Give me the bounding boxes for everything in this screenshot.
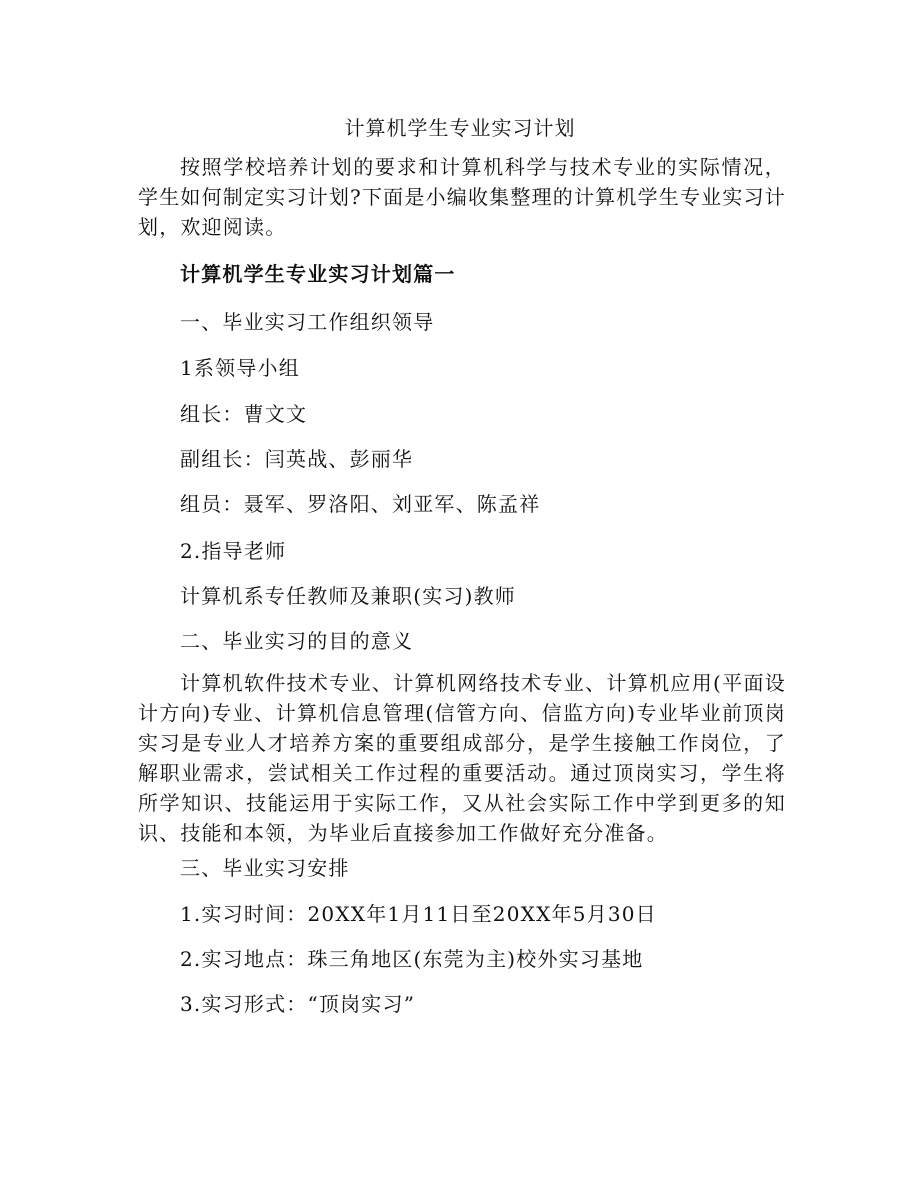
advisor-heading: 2.指导老师 [180,539,287,563]
form-line: 3.实习形式：“顶岗实习” [180,992,416,1016]
leader-line: 组长：曹文文 [180,402,308,426]
vice-leaders-line: 副组长：闫英战、彭丽华 [180,447,414,471]
leader-group-heading: 1系领导小组 [180,356,300,380]
part2-heading: 二、毕业实习的目的意义 [180,629,414,653]
location-line: 2.实习地点：珠三角地区(东莞为主)校外实习基地 [180,947,644,971]
part3-heading: 三、毕业实习安排 [180,856,350,880]
intro-paragraph: 按照学校培养计划的要求和计算机科学与技术专业的实际情况，学生如何制定实习计划?下面是小编收集整理的计算机学生专业实习计划，欢迎阅读。 [138,155,786,239]
document-title: 计算机学生专业实习计划 [344,116,576,140]
advisors-line: 计算机系专任教师及兼职(实习)教师 [180,584,517,608]
time-line: 1.实习时间：20XX年1月11日至20XX年5月30日 [180,902,657,926]
section-heading: 计算机学生专业实习计划篇一 [180,262,456,286]
part1-heading: 一、毕业实习工作组织领导 [180,310,435,334]
purpose-paragraph: 计算机软件技术专业、计算机网络技术专业、计算机应用(平面设计方向)专业、计算机信息管理(信管方向、信监方向)专业毕业前顶岗实习是专业人才培养方案的重要组成部分，是学生接触工作岗位，了解职业需求，尝试相关工作过程的重要活动。通过顶岗实习，学生将所学知识、技能运用于实际工作，又从社会实际工作中学到更多的知识、技能和本领，为毕业后直接参加工作做好充分准备。 [138,671,786,845]
members-line: 组员：聂军、罗洛阳、刘亚军、陈孟祥 [180,492,541,516]
